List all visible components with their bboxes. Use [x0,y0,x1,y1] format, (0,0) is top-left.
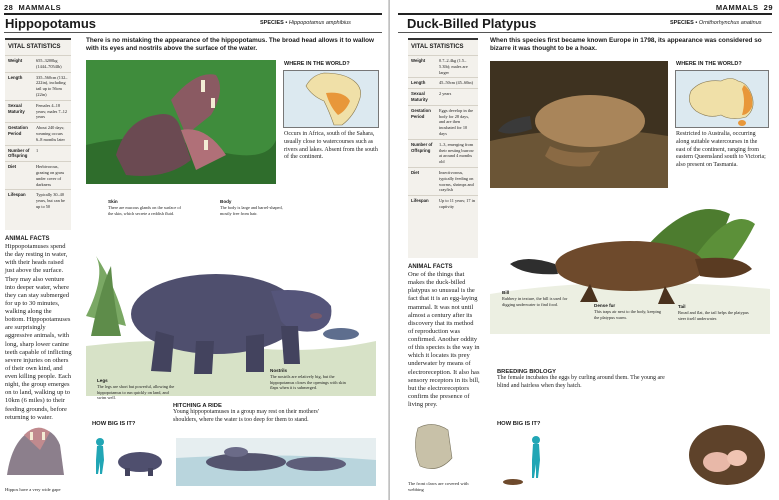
platypus-photo-image [490,61,668,188]
left-species: SPECIES • Hippopotamus amphibius [260,20,351,26]
vital-stat-row [408,55,478,77]
vital-stat-label: Number of Offspring [8,147,30,159]
vital-stat-row [408,139,478,167]
hippo-size-comparison-image [90,430,170,480]
hippo-mouth-open-image [86,60,276,184]
right-how-big: HOW BIG IS IT? [497,421,541,427]
label-body: Body The body is large and barrel-shaped, mostly free from hair. [220,199,283,216]
left-map-text: Occurs in Africa, south of the Sahara, usually close to watercourses such as rivers and lakes. Absent from the south of the continent. [284,131,378,161]
vital-stat-row [5,161,71,189]
vital-stat-row [408,88,478,105]
platypus-photo [490,61,668,188]
vital-stat-value: 1 [36,147,39,153]
vital-stat-label: Gestation Period [411,107,431,119]
vital-stat-row [5,122,71,144]
webbed-claws-image [408,418,458,480]
left-page-title: Hippopotamus [5,16,96,31]
hippo-illustration-image [86,196,376,396]
vital-stat-row [408,167,478,195]
africa-map-image [284,71,378,127]
label-dense-fur: Dense fur This traps air next to the body, keeping the platypus warm. [594,303,662,320]
label-legs: Legs The legs are short but powerful, allowing the hippopotamus to run quickly on land, and swim well. [97,378,175,401]
label-nostrils: Nostrils The nostrils are relatively big, but the hippopotamus closes the openings with skin flaps when it is submerged. [270,368,346,391]
left-page [0,0,389,500]
vital-stat-value: 1–3, emerging from their nesting burrow at around 4 months old [439,141,474,165]
hippo-wide-gape-image [2,420,72,480]
right-animal-facts [408,264,480,409]
label-bill: Bill Rubbery in texture, the bill is used for digging underwater to find food. [502,290,568,307]
right-page-title: Duck-Billed Platypus [407,16,537,31]
right-running-head: MAMMALS 29 [715,3,773,12]
label-skin: Skin There are mucous glands on the surface of the skin, which secrete a reddish fluid. [108,199,181,216]
vital-stat-label: Sexual Maturity [411,91,428,102]
right-intro: When this species first became known Europe in 1798, its appearance was considered so bizarre it was thought to be a hoax. [490,37,762,53]
vital-stat-value: Eggs develop in the body for 28 days, and are then incubated for 10 days [439,107,474,136]
vital-stat-label: Weight [411,58,426,63]
vital-stat-value: Females 4–18 years; males 7–12 years [36,102,68,120]
hitching-a-ride: HITCHING A RIDE Young hippopotamuses in a group may rest on their mothers' shoulders, where the water is too deep for them to stand. [173,403,319,423]
vital-stat-row [408,77,478,88]
left-running-head: 28 MAMMALS [4,3,62,12]
vital-stat-label: Diet [411,169,420,175]
left-animal-facts [5,236,72,422]
vital-stat-value: 655–3200kg (1444–7054lb) [36,58,62,69]
vital-stat-label: Lifespan [411,198,429,204]
vital-stat-row [5,55,71,72]
right-species: SPECIES • Ornithorhynchus anatinus [670,20,762,26]
vital-stat-row [5,145,71,162]
vital-stat-label: Diet [8,164,17,170]
right-map [675,70,769,128]
vital-stat-label: Length [411,80,426,86]
claws-caption: The front claws are covered with webbing [408,481,469,492]
vital-stat-value: Up to 11 years; 17 in captivity [439,198,476,209]
left-map [283,70,379,128]
left-vital-statistics [5,38,71,230]
left-bottom-caption: Hippos have a very wide gape [5,487,61,492]
vital-statistics-title: VITAL STATISTICS [8,44,61,50]
right-map-text: Restricted to Australia, occurring along suitable watercourses in the east of the continent, ranging from eastern Queensland south to Victoria; also present on Tasmania. [676,131,766,169]
animal-facts-body-right: One of the things that makes the duck-billed platypus so unusual is the fact that it is an egg-laying mammal. It was not until almost a century after its discovery that its method of reproduction was confirmed. Another oddity of this species is the way in which it locates its prey underwater by means of electroreception. It also has sensory receptors in its bill, but the electroreceptors confirm the presence of living prey. [408,271,480,408]
vital-statistics-title-right: VITAL STATISTICS [411,44,464,50]
vital-stat-label: Length [8,74,23,80]
vital-stat-row [408,105,478,139]
right-title-rule [398,32,772,33]
animal-facts-body: Hippopotamuses spend the day resting in water, with their heads raised just above the surface. They may also venture into deeper water, where they can stay submerged for up to 30 minutes, walking along the bottom. Hippopotamuses are surprisingly aggressive animals, with long, sharp lower canine teeth capable of inflicting severe injuries on others of their own kind, and even killing people. Each night, the group emerges on to land, walking up to 10km (6 miles) to their feeding grounds, before returning to water. [5,243,72,421]
vital-stat-value: About 240 days; weaning occurs 6–8 months later [36,125,65,142]
left-intro: There is no mistaking the appearance of the hippopotamus. The broad head allows it to wallow with its eyes and nostrils above the surface of the water. [86,37,374,53]
vital-stat-row [408,195,478,212]
vital-stat-value: Insectivorous, typically feeding on worms, shrimps and crayfish [439,169,474,193]
vital-stat-value: 335–560cm (132–222in), including tail up to 56cm (22in) [36,74,68,97]
vital-stat-row [5,189,71,211]
left-map-title: WHERE IN THE WORLD? [284,61,350,67]
vital-stat-row [5,100,71,122]
vital-stat-row [5,72,71,100]
left-how-big: HOW BIG IS IT? [92,421,136,427]
right-vital-statistics [408,38,478,258]
vital-stat-value: 2 years [439,91,452,97]
hippo-photo [86,60,276,184]
vital-stat-value: 0.7–2.4kg (1.5–5.3lb); males are larger [439,58,468,75]
platypus-size-comparison-image [498,430,548,490]
hippo-illustration [86,196,376,396]
platypus-young-image [685,410,769,490]
vital-stat-label: Lifespan [8,192,26,198]
right-page [390,0,779,500]
left-top-rule [4,13,382,15]
vital-stat-value: 45–50cm (45–60in) [439,80,474,86]
label-tail: Tail Broad and flat, the tail helps the platypus steer itself underwater. [678,304,749,321]
hippos-in-water-image [176,438,376,486]
vital-stat-value: Typically 30–40 years, but can be up to 50 [36,192,65,209]
left-title-rule [4,32,382,33]
animal-facts-title-right: ANIMAL FACTS [408,264,453,270]
breeding-biology: BREEDING BIOLOGY The female incubates the eggs by curling around them. The young are blind and hairless when they hatch. [497,369,665,389]
right-top-rule [398,13,772,15]
vital-stat-label: Weight [8,58,23,63]
vital-stat-label: Gestation Period [8,125,28,136]
animal-facts-title: ANIMAL FACTS [5,236,50,242]
vital-stat-label: Number of Offspring [411,141,433,153]
vital-stat-label: Sexual Maturity [8,102,25,114]
right-map-title: WHERE IN THE WORLD? [676,61,742,67]
australia-map-image [676,71,768,127]
vital-stat-value: Herbivorous, grazing on grass under cover of darkness [36,164,65,187]
